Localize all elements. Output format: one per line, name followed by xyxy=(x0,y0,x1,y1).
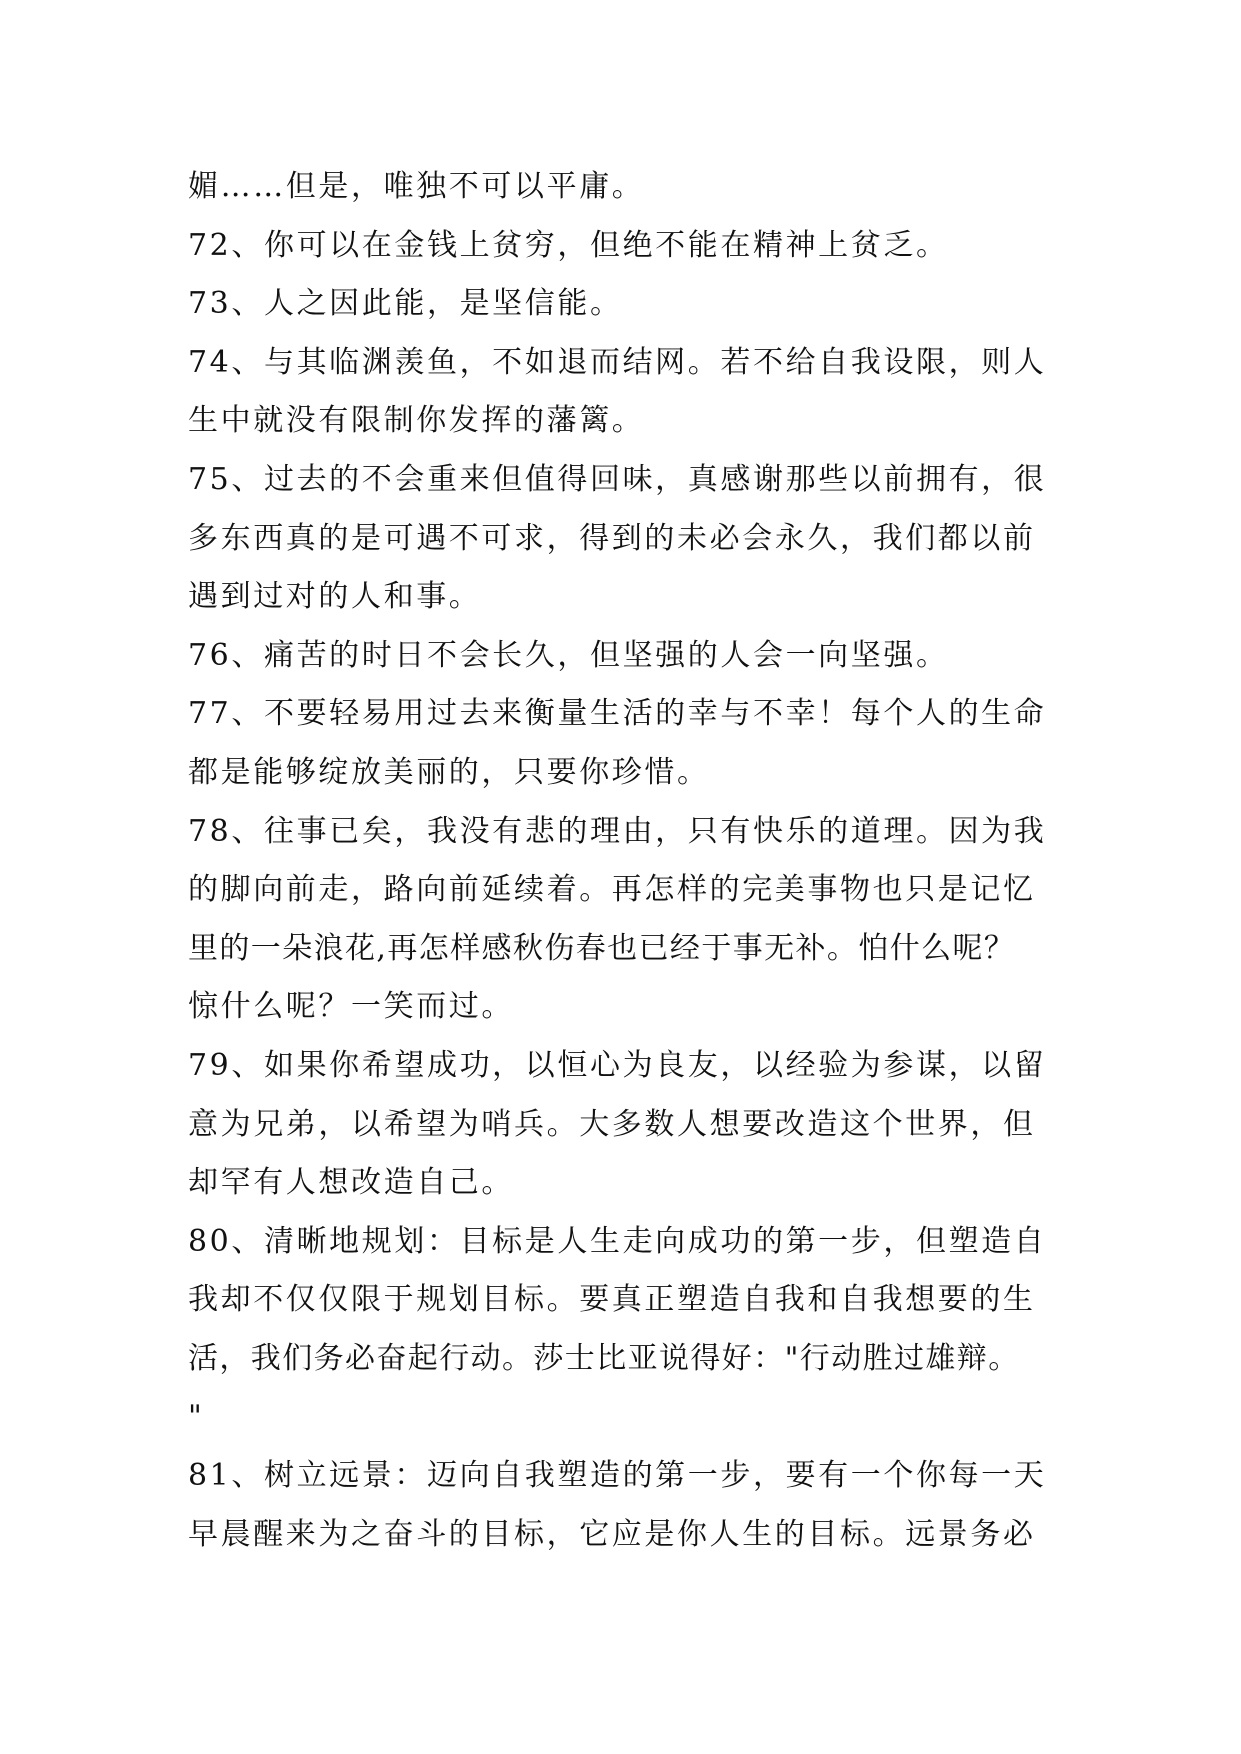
text-line: 惊什么呢？一笑而过。 xyxy=(188,989,514,1025)
text-line: 75、过去的不会重来但值得回味，真感谢那些以前拥有，很 xyxy=(188,461,1047,497)
text-line: 早晨醒来为之奋斗的目标，它应是你人生的目标。远景务必 xyxy=(188,1516,1036,1552)
text-line: 多东西真的是可遇不可求，得到的未必会永久，我们都以前 xyxy=(188,520,1036,556)
text-line: 活，我们务必奋起行动。莎士比亚说得好："行动胜过雄辩。 xyxy=(188,1340,1020,1376)
text-line: 73、人之因此能，是坚信能。 xyxy=(188,286,623,322)
text-line: 81、树立远景：迈向自我塑造的第一步，要有一个你每一天 xyxy=(188,1458,1047,1494)
text-line: 却罕有人想改造自己。 xyxy=(188,1165,514,1201)
text-line: 79、如果你希望成功，以恒心为良友，以经验为参谋，以留 xyxy=(188,1047,1047,1083)
text-line: 76、痛苦的时日不会长久，但坚强的人会一向坚强。 xyxy=(188,637,949,673)
text-line: 都是能够绽放美丽的，只要你珍惜。 xyxy=(188,754,710,790)
text-line: 生中就没有限制你发挥的藩篱。 xyxy=(188,403,645,439)
text-line: 里的一朵浪花,再怎样感秋伤春也已经于事无补。怕什么呢？ xyxy=(188,930,1016,966)
text-line: 意为兄弟，以希望为哨兵。大多数人想要改造这个世界，但 xyxy=(188,1106,1036,1142)
text-line: 77、不要轻易用过去来衡量生活的幸与不幸！每个人的生命 xyxy=(188,696,1047,732)
text-line: 我却不仅仅限于规划目标。要真正塑造自我和自我想要的生 xyxy=(188,1282,1036,1318)
text-line: 遇到过对的人和事。 xyxy=(188,579,482,615)
document-body xyxy=(188,158,1068,1564)
text-line: 74、与其临渊羡鱼，不如退而结网。若不给自我设限，则人 xyxy=(188,344,1047,380)
text-line: " xyxy=(188,1399,205,1435)
text-line: 媚……但是，唯独不可以平庸。 xyxy=(188,169,645,204)
text-line: 78、往事已矣，我没有悲的理由，只有快乐的道理。因为我 xyxy=(188,813,1047,849)
text-line: 80、清晰地规划：目标是人生走向成功的第一步，但塑造自 xyxy=(188,1223,1047,1259)
text-line: 的脚向前走，路向前延续着。再怎样的完美事物也只是记忆 xyxy=(188,872,1036,908)
text-line: 72、你可以在金钱上贫穷，但绝不能在精神上贫乏。 xyxy=(188,227,949,263)
